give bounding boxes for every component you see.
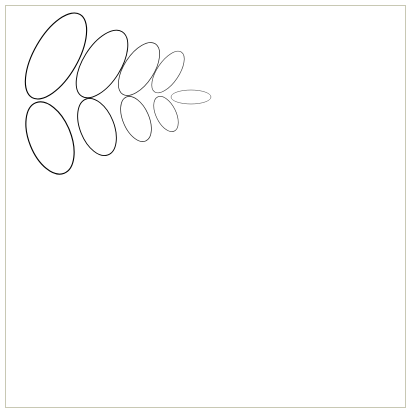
leaf-4-lower: [149, 93, 184, 136]
leaf-1-lower: [16, 95, 83, 181]
leaf-3-lower: [114, 92, 157, 146]
leaf-1-upper: [13, 3, 99, 108]
leaf-2-lower: [70, 93, 124, 161]
leaf-3-upper: [110, 36, 168, 103]
leaf-terminal: [171, 90, 211, 104]
